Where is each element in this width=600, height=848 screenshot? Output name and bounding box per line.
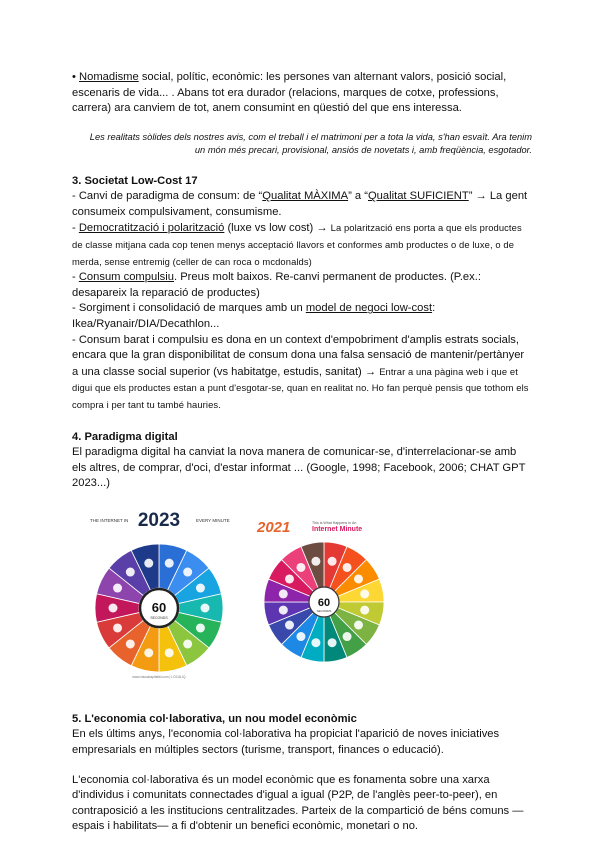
nomadisme-paragraph <box>72 70 532 117</box>
web-note: Entrar a una pàgina web i que et digui que els productes estan a punt d'esgotar-se, quan en realitat no. Ho fan perquè pensis que tothom els compra i per tant tu també hauries. <box>72 365 529 410</box>
fig2-center-unit: SECONDS <box>316 608 332 613</box>
quote: Les realitats sòlides dels nostres avis, com el treball i el matrimoni per a tota la vida, s'han esvaït. Ara tenim un món més precari, provisional, ansiós de novetats i, amb freqüència, esgotador. <box>89 131 532 156</box>
section-4 <box>72 430 532 686</box>
internet-minute-2021-infographic <box>252 516 397 671</box>
section-5-paragraph-1: En els últims anys, l'economia col·laborativa ha propiciat l'aparició de noves iniciatives empresarials en múltiples sectors (turisme, transport, finances o educació). <box>72 728 500 757</box>
consum-compulsiu-term: Consum compulsiu <box>78 271 174 284</box>
fig2-subtitle: Internet Minute <box>312 525 363 533</box>
fig2-subtitle-small: This is What Happens In An <box>312 520 357 525</box>
polaritzacio-note: La polarització ens porta a que els productes de classe mitjana cada cop tenen menys acceptació llavors et conformes amb productes o de luxe, o de merda, sense entremig (celler de can roca o mcdonalds) <box>72 222 522 267</box>
fig1-wheel-app-icon <box>113 623 122 632</box>
bullet: • <box>72 71 76 83</box>
section-5 <box>72 712 532 835</box>
fig2-wheel-app-icon <box>343 632 352 641</box>
section-4-text: El paradigma digital ha canviat la nova manera de comunicar-se, d'interrelacionar-se amb els altres, de comprar, d'oci, d'estar informat ... (Google, 1998; Facebook, 2006; CHAT GPT 2023...) <box>72 446 526 490</box>
fig1-year: 2023 <box>137 509 181 531</box>
fig1-wheel-app-icon <box>144 648 153 657</box>
fig2-wheel-app-icon <box>279 589 288 598</box>
fig2-wheel-app-icon <box>360 605 369 614</box>
section-4-title: 4. Paradigma digital <box>72 430 178 443</box>
section-5-paragraph-2: L'economia col·laborativa és un model econòmic que es fonamenta sobre una xarxa d'individus i comunitats connectades d'igual a igual (P2P, de l'anglès peer-to-peer), en contraposició a les institucions centralitzades. Parteix de la compartició de béns comuns —espais i habilitats— a fi d'obtenir un benefici econòmic, monetari o no. <box>72 773 524 833</box>
fig1-center-unit: SECONDS <box>150 615 168 620</box>
fig2-wheel-app-icon <box>285 574 294 583</box>
fig2-wheel-app-icon <box>360 589 369 598</box>
document-page <box>72 70 532 835</box>
fig1-top-left: THE INTERNET IN <box>90 517 129 523</box>
nomadisme-text: social, polític, econòmic: les persones van alternant valors, posició social, escenaris de vida... . Abans tot era durador (relacions, marques de cotxe, professions, carrera) ara canviem de tot, anem consumint en qüestió del que ens interessa. <box>72 71 507 115</box>
democratitzacio-term: Democratització i polarització <box>78 222 225 235</box>
qualitat-maxima: Qualitat MÀXIMA <box>262 190 349 203</box>
fig1-wheel-app-icon <box>183 567 192 576</box>
fig1-wheel-app-icon <box>165 648 174 657</box>
fig1-wheel-app-icon <box>113 583 122 592</box>
fig2-wheel-app-icon <box>354 620 363 629</box>
fig2-year: 2021 <box>257 518 291 536</box>
fig2-wheel-app-icon <box>343 563 352 572</box>
section-3-title: 3. Societat Low-Cost 17 <box>72 174 198 187</box>
fig1-wheel-app-icon <box>196 583 205 592</box>
fig2-wheel-app-icon <box>296 632 305 641</box>
fig1-footer: www.visualcapitalist.com | LOCALIQ <box>132 674 186 679</box>
fig2-wheel-app-icon <box>354 574 363 583</box>
fig2-wheel-app-icon <box>328 557 337 566</box>
fig1-wheel-app-icon <box>201 603 210 612</box>
section-5-title: 5. L'economia col·laborativa, un nou model econòmic <box>72 712 357 725</box>
fig2-wheel-app-icon <box>311 557 320 566</box>
fig1-wheel-app-icon <box>183 639 192 648</box>
fig2-wheel-app-icon <box>279 605 288 614</box>
section-3 <box>72 174 532 414</box>
fig1-wheel-app-icon <box>126 567 135 576</box>
fig1-wheel-app-icon <box>144 559 153 568</box>
fig2-wheel-app-icon <box>311 638 320 647</box>
nomadisme-term: Nomadisme <box>79 71 139 83</box>
s3-line-5: - Consum barat i compulsiu es dona en un context d'empobriment d'amplis estrats socials, encara que la gran disponibilitat de consum dona una falsa sensació de mantenir/pertànyer a una classe social superior (vs habitatge, estudis, sanitat) → Entrar a una pàgina web i que et digui que els productes estan a punt d'esgotar-se, quan en realitat no. Ho fan perquè pensis que tothom els compra i per tant tu també hauries. <box>72 333 529 410</box>
fig1-wheel-app-icon <box>126 639 135 648</box>
fig2-center-number: 60 <box>317 596 331 609</box>
qualitat-suficient: Qualitat SUFICIENT <box>367 190 469 203</box>
model-low-cost-term: model de negoci low-cost <box>305 302 433 315</box>
fig1-top-right: EVERY MINUTE <box>196 517 230 523</box>
fig1-wheel-app-icon <box>196 623 205 632</box>
fig2-wheel-app-icon <box>285 620 294 629</box>
s3-line-1: - Canvi de paradigma de consum: de “Qualitat MÀXIMA” a “Qualitat SUFICIENT” → La gent consumeix compulsivament, consumisme. <box>72 190 528 218</box>
s3-line-3: - Consum compulsiu. Preus molt baixos. Re-canvi permanent de productes. (P.ex.: desapareix la reparació de productes) <box>72 271 481 299</box>
fig1-center-number: 60 <box>151 599 167 615</box>
s3-line-2: - Democratització i polarització (luxe vs low cost) → La polarització ens porta a que els productes de classe mitjana cada cop tenen menys acceptació llavors et conformes amb productes o de luxe, o de merda, sense entremig (celler de can roca o mcdonalds) <box>72 222 522 267</box>
s3-line-4: - Sorgiment i consolidació de marques amb un model de negoci low-cost: Ikea/Ryanair/DIA/Decathlon... <box>72 302 436 330</box>
infographics-row <box>72 498 532 686</box>
fig2-wheel-app-icon <box>328 638 337 647</box>
fig1-wheel-app-icon <box>165 559 174 568</box>
fig1-wheel-app-icon <box>109 603 118 612</box>
fig2-wheel-app-icon <box>296 563 305 572</box>
internet-2023-infographic <box>84 502 234 682</box>
